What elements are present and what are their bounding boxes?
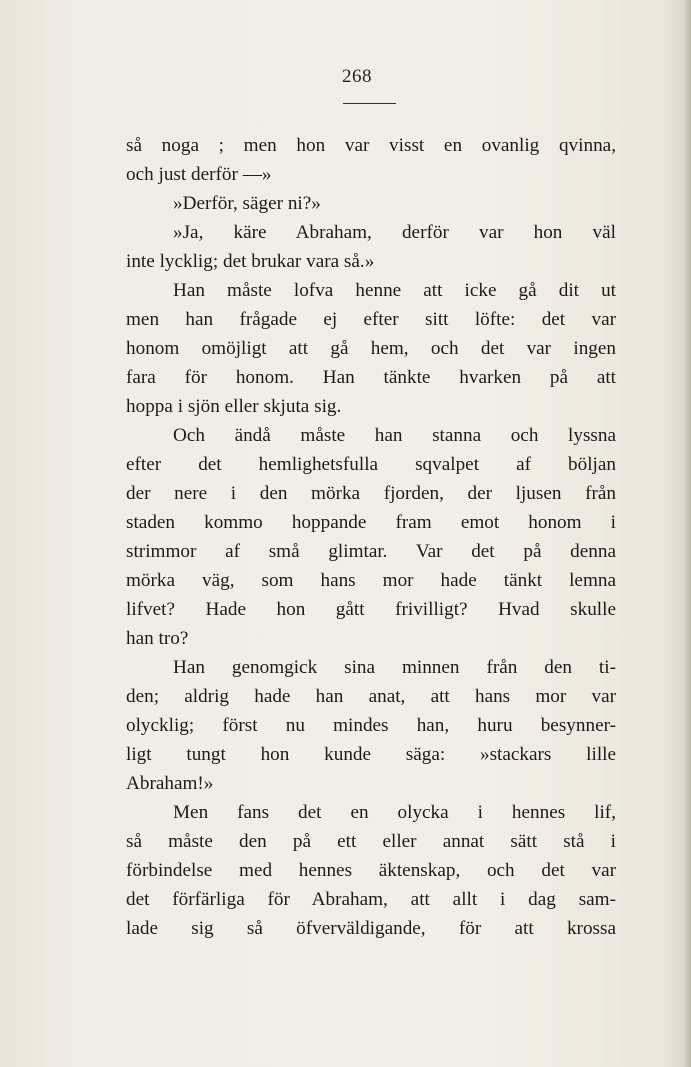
text-line: så måste den på ett eller annat sätt stå i	[126, 831, 616, 852]
text-line: förbindelse med hennes äktenskap, och det var	[126, 860, 616, 881]
text-line: Han måste lofva henne att icke gå dit ut	[173, 280, 616, 301]
text-line: ligt tungt hon kunde säga: »stackars lille	[126, 744, 616, 765]
page-number: 268	[342, 66, 372, 87]
page-edge-shadow	[683, 0, 691, 1067]
text-line: »Ja, käre Abraham, derför var hon väl	[173, 222, 616, 243]
page-number-rule	[343, 103, 396, 104]
text-line: staden kommo hoppande fram emot honom i	[126, 512, 616, 533]
text-line: honom omöjligt att gå hem, och det var ingen	[126, 338, 616, 359]
text-line: den; aldrig hade han anat, att hans mor var	[126, 686, 616, 707]
text-line: hoppa i sjön eller skjuta sig.	[126, 396, 342, 417]
text-line: så noga ; men hon var visst en ovanlig qvinna,	[126, 135, 616, 156]
text-line: Han genomgick sina minnen från den ti-	[173, 657, 616, 678]
text-line: olycklig; först nu mindes han, huru besynner-	[126, 715, 616, 736]
text-line: Men fans det en olycka i hennes lif,	[173, 802, 616, 823]
text-line: fara för honom. Han tänkte hvarken på att	[126, 367, 616, 388]
text-line: Abraham!»	[126, 773, 214, 794]
text-line: strimmor af små glimtar. Var det på denna	[126, 541, 616, 562]
text-line: inte lycklig; det brukar vara så.»	[126, 251, 375, 272]
text-line: efter det hemlighetsfulla sqvalpet af böljan	[126, 454, 616, 475]
text-line: lifvet? Hade hon gått frivilligt? Hvad skulle	[126, 599, 616, 620]
text-line: han tro?	[126, 628, 189, 649]
text-line: lade sig så öfverväldigande, för att krossa	[126, 918, 616, 939]
text-line: »Derför, säger ni?»	[173, 193, 321, 214]
text-line: det förfärliga för Abraham, att allt i dag sam-	[126, 889, 616, 910]
body-text	[126, 131, 616, 943]
text-line: der nere i den mörka fjorden, der ljusen från	[126, 483, 616, 504]
text-line: men han frågade ej efter sitt löfte: det var	[126, 309, 616, 330]
text-line: Och ändå måste han stanna och lyssna	[173, 425, 616, 446]
text-line: och just derför —»	[126, 164, 272, 185]
text-line: mörka väg, som hans mor hade tänkt lemna	[126, 570, 616, 591]
